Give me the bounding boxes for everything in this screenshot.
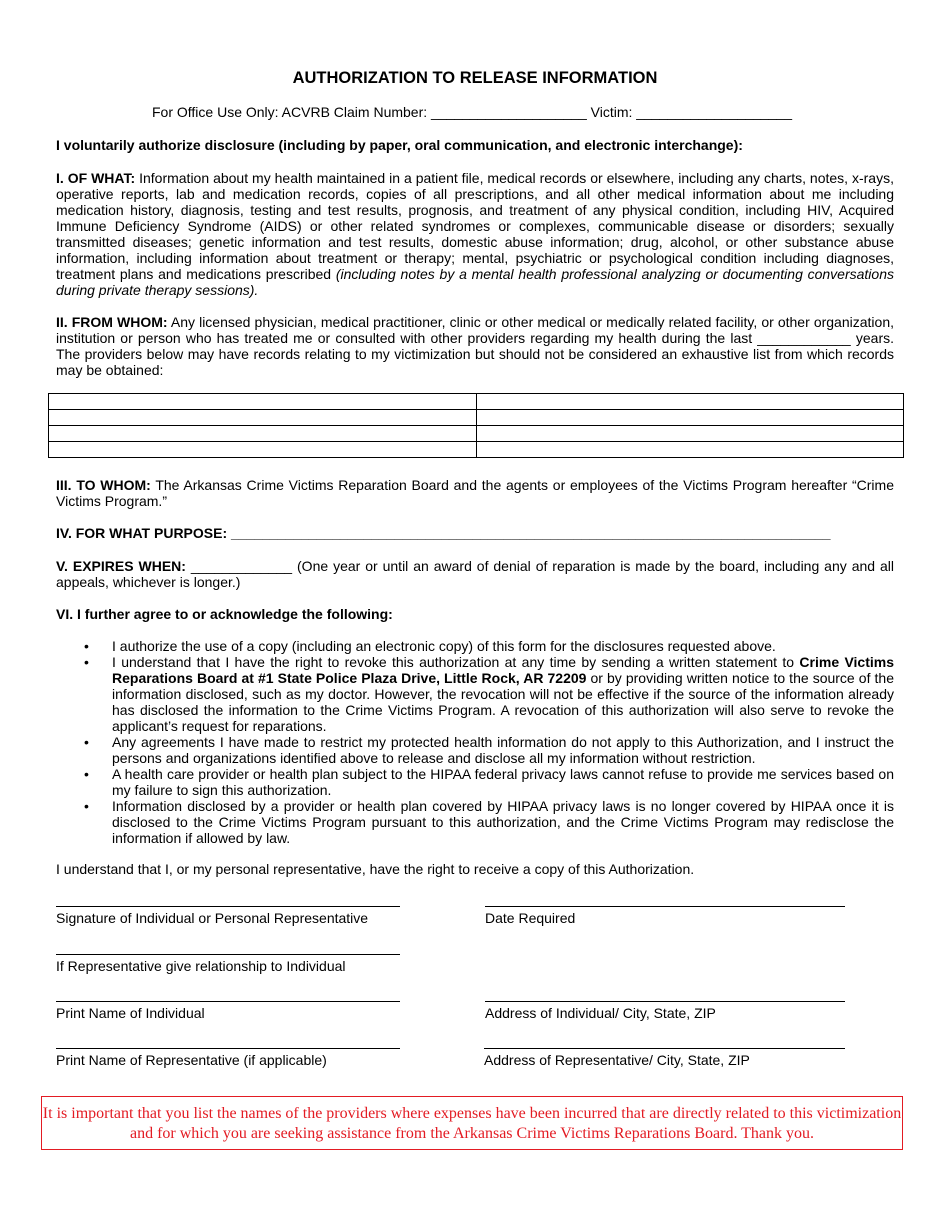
list-item: • I understand that I have the right to revoke this authorization at any time by sending a written statement to Crime Victims Reparations Board at #1 State Police Plaza Drive, Little Rock, AR 72209 or by providing written notice to the source of the information disclosed, such as my doctor. However, the revocation will not be effective if the source of the information already has disclosed the information to the Crime Victims Program. A revocation of this authorization will also serve to revoke the applicant’s request for reparations. <box>84 654 894 734</box>
address-representative-label: Address of Representative/ City, State, ZIP <box>484 1052 750 1068</box>
list-item: • Any agreements I have made to restrict my protected health information do not apply to this Authorization, and I instruct the persons and organizations identified above to release and disclose all my information without restriction. <box>84 734 894 766</box>
bullet: • <box>84 798 89 814</box>
copy-right-statement: I understand that I, or my personal representative, have the right to receive a copy of this Authorization. <box>56 861 695 877</box>
section-italic-note: (including notes by a mental health professional analyzing or documenting conversations during private therapy sessions). <box>56 266 894 298</box>
relationship-label: If Representative give relationship to Individual <box>56 958 346 974</box>
section-heading: III. TO WHOM: <box>56 477 151 493</box>
office-use-line: For Office Use Only: ACVRB Claim Number: ____________________ Victim: ____________________ <box>152 104 793 120</box>
board-address: Crime Victims Reparations Board at #1 State Police Plaza Drive, Little Rock, AR 72209 <box>112 654 894 686</box>
print-individual-label: Print Name of Individual <box>56 1005 205 1021</box>
provider-cell[interactable] <box>49 442 477 458</box>
section-purpose: IV. FOR WHAT PURPOSE: _____________________________________________________________________________ <box>56 525 831 541</box>
provider-cell[interactable] <box>476 426 904 442</box>
section-heading: V. EXPIRES WHEN: <box>56 558 186 574</box>
table-row <box>49 426 904 442</box>
address-individual-label: Address of Individual/ City, State, ZIP <box>485 1005 716 1021</box>
address-representative-line <box>484 1048 845 1049</box>
print-representative-field[interactable] <box>56 1048 400 1068</box>
acknowledgement-list <box>56 638 894 846</box>
address-individual-field[interactable] <box>485 1001 845 1021</box>
print-individual-line <box>56 1001 400 1002</box>
provider-cell[interactable] <box>476 394 904 410</box>
section-to-whom <box>56 477 894 509</box>
provider-cell[interactable] <box>476 442 904 458</box>
relationship-line <box>56 954 400 955</box>
section-acknowledge-heading: VI. I further agree to or acknowledge the following: <box>56 606 393 622</box>
bullet: • <box>84 766 89 782</box>
section-body: Information about my health maintained in a patient file, medical records or elsewhere, including any charts, notes, x-rays, operative reports, lab and medication records, copies of all prescriptions, and all other medical information about me including medication history, diagnosis, testing and test results, prognosis, and treatment of any physical condition, including HIV, Acquired Immune Deficiency Syndrome (AIDS) or other related syndromes or complexes, communicable disease or disorders; sexually transmitted diseases; genetic information and test results, domestic abuse information; drug, alcohol, or other substance abuse information, including information about treatment or therapy; mental, psychiatric or psychological condition including diagnoses, treatment plans and medications prescribed <box>56 170 894 282</box>
provider-notice-box: It is important that you list the names of the providers where expenses have been incurred that are directly related to this victimization and for which you are seeking assistance from the Arkansas Crime Victims Reparations Board. Thank you. <box>41 1096 903 1150</box>
print-individual-field[interactable] <box>56 1001 400 1021</box>
signature-line <box>56 906 400 907</box>
provider-cell[interactable] <box>49 394 477 410</box>
section-body: The Arkansas Crime Victims Reparation Board and the agents or employees of the Victims Program hereafter “Crime Victims Program.” <box>56 477 894 509</box>
date-field[interactable] <box>485 906 845 926</box>
bullet: • <box>84 654 89 670</box>
bullet: • <box>84 638 89 654</box>
date-label: Date Required <box>485 910 576 926</box>
table-row <box>49 394 904 410</box>
signature-field[interactable] <box>56 906 400 926</box>
list-item: • A health care provider or health plan subject to the HIPAA federal privacy laws cannot refuse to provide me services based on my failure to sign this authorization. <box>84 766 894 798</box>
table-row <box>49 410 904 426</box>
print-representative-line <box>56 1048 400 1049</box>
intro-statement: I voluntarily authorize disclosure (including by paper, oral communication, and electronic interchange): <box>56 137 743 153</box>
provider-cell[interactable] <box>476 410 904 426</box>
print-representative-label: Print Name of Representative (if applicable) <box>56 1052 327 1068</box>
providers-table <box>48 393 904 458</box>
date-line <box>485 906 845 907</box>
section-expires <box>56 558 894 590</box>
section-body: Any licensed physician, medical practitioner, clinic or other medical or medically related facility, or other organization, institution or person who has treated me or consulted with other providers regarding my health during the last ____________ years. The providers below may have records relating to my victimization but should not be considered an exhaustive list from which records may be obtained: <box>56 314 894 378</box>
signature-label: Signature of Individual or Personal Representative <box>56 910 369 926</box>
list-item: • I authorize the use of a copy (including an electronic copy) of this form for the disclosures requested above. <box>84 638 776 654</box>
relationship-field[interactable] <box>56 954 400 974</box>
section-body: _____________ (One year or until an award of denial of reparation is made by the board, including any and all appeals, whichever is longer.) <box>56 558 894 590</box>
section-heading: II. FROM WHOM: <box>56 314 168 330</box>
address-individual-line <box>485 1001 845 1002</box>
provider-cell[interactable] <box>49 410 477 426</box>
section-heading: I. OF WHAT: <box>56 170 136 186</box>
provider-cell[interactable] <box>49 426 477 442</box>
section-of-what <box>56 170 894 298</box>
address-representative-field[interactable] <box>484 1048 845 1068</box>
bullet: • <box>84 734 89 750</box>
page-title: AUTHORIZATION TO RELEASE INFORMATION <box>292 69 658 87</box>
list-item: • Information disclosed by a provider or health plan covered by HIPAA privacy laws is no longer covered by HIPAA once it is disclosed to the Crime Victims Program pursuant to this authorization, and the Crime Victims Program may redisclose the information if allowed by law. <box>84 798 894 846</box>
section-from-whom <box>56 314 894 378</box>
table-row <box>49 442 904 458</box>
